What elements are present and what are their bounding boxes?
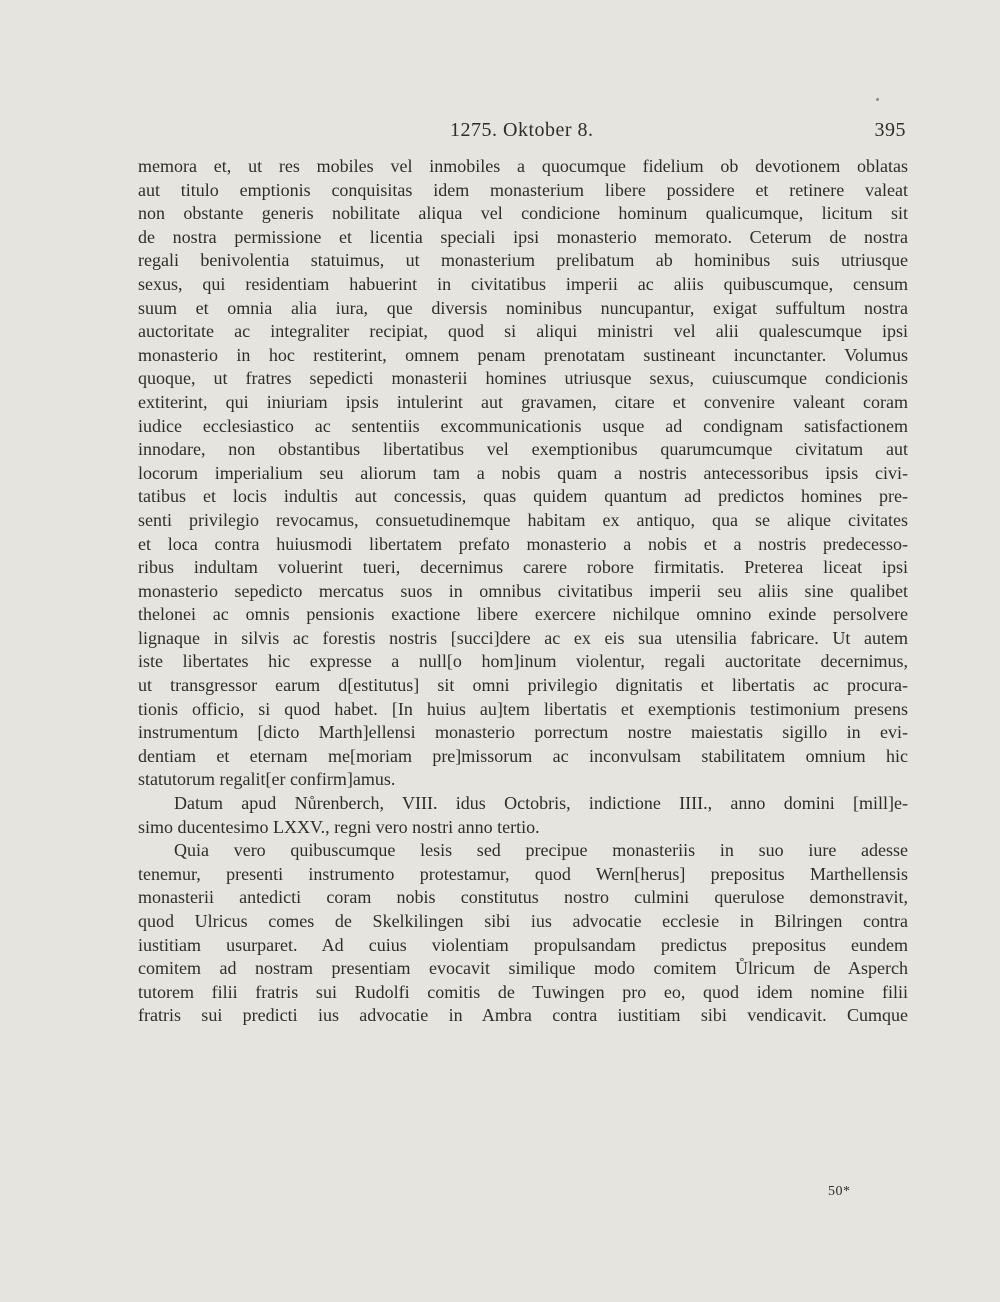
text-line: simo ducentesimo LXXV., regni vero nostri anno tertio. [138,816,540,837]
text-line: tutorem filii fratris sui Rudolfi comitis de Tuwingen pro eo, quod idem nomine filii [138,981,908,1002]
text-line: ut transgressor earum d[estitutus] sit omni privilegio dignitatis et libertatis ac procura- [138,675,908,696]
text-line: monasterio sepedicto mercatus suos in omnibus civitatibus imperii seu aliis sine qualibet [138,580,908,601]
text-line: monasterio in hoc restiterint, omnem penam prenotatam sustineant incunctanter. Volumus [138,344,908,365]
header-date: 1275. Oktober 8. [450,119,594,141]
text-line: auctoritate ac integraliter recipiat, quod si aliqui ministri vel alii qualescumque ipsi [138,321,908,342]
text-line: suum et omnia alia iura, que diversis nominibus nuncupantur, exigat suffultum nostra [138,297,908,318]
text-line: thelonei ac omnis pensionis exactione libere exercere nichilque omnino exinde persolvere [138,604,908,625]
text-line: lignaque in silvis ac forestis nostris [succi]dere ac ex eis sua utensilia fabricare. Ut autem [138,627,908,648]
text-line: quod Ulricus comes de Skelkilingen sibi ius advocatie ecclesie in Bilringen contra [138,911,908,931]
text-line: locorum imperialium seu aliorum tam a nobis quam a nostris antecessoribus ipsis civi- [138,462,908,483]
text-line: iustitiam usurparet. Ad cuius violentiam propulsandam predictus prepositus eundem [138,934,908,955]
text-line: ribus indultam voluerint tueri, decernimus carere robore firmitatis. Preterea liceat ipsi [138,557,908,578]
text-line: tatibus et locis indultis aut concessis, quas quidem quantum ad predictos homines pre- [138,486,908,507]
text-line: monasterii antedicti coram nobis constitutus nostro culmini querulose demonstravit, [138,887,908,908]
speck-mark [876,98,879,101]
text-line: Quia vero quibuscumque lesis sed precipue monasteriis in suo iure adesse [174,840,908,861]
text-line: de nostra permissione et licentia speciali ipsi monasterio memorato. Ceterum de nostra [138,226,908,247]
text-line: memora et, ut res mobiles vel inmobiles a quocumque fidelium ob devotionem oblatas [138,156,908,176]
text-line: dentiam et eternam me[moriam pre]missorum ac inconvulsam stabilitatem omnium hic [138,745,908,766]
page-number: 395 [874,119,906,141]
text-line: tenemur, presenti instrumento protestamur, quod Wern[herus] prepositus Marthellensis [138,863,908,884]
text-line: non obstante generis nobilitate aliqua vel condicione hominum qualicumque, licitum sit [138,203,908,224]
text-line: statutorum regalit[er confirm]amus. [138,769,396,790]
text-line: Datum apud Nůrenberch, VIII. idus Octobris, indictione IIII., anno domini [mill]e- [174,793,908,814]
text-line: iudice ecclesiastico ac sententiis excommunicationis usque ad condignam satisfactionem [138,415,908,436]
text-line: instrumentum [dicto Marth]ellensi monasterio porrectum nostre maiestatis sigillo in evi- [138,722,908,743]
text-line: fratris sui predicti ius advocatie in Ambra contra iustitiam sibi vendicavit. Cumque [138,1005,908,1026]
body-text [138,155,908,1028]
text-line: comitem ad nostram presentiam evocavit similique modo comitem Ůlricum de Asperch [138,958,908,979]
text-line: senti privilegio revocamus, consuetudinemque habitam ex antiquo, qua se alique civitates [138,509,908,530]
text-line: et loca contra huiusmodi libertatem prefato monasterio a nobis et a nostris predecesso- [138,533,908,554]
text-line: aut titulo emptionis conquisitas idem monasterium libere possidere et retinere valeat [138,179,908,200]
paragraph [138,839,908,1028]
text-line: quoque, ut fratres sepedicti monasterii homines utriusque sexus, cuiuscumque condicionis [138,368,908,389]
text-line: innodare, non obstantibus libertatibus vel exemptionibus quarumcumque civitatum aut [138,439,908,460]
page-header [138,119,908,143]
text-line: regali benivolentia statuimus, ut monasterium prelibatum ab hominibus suis utriusque [138,250,908,271]
text-line: tionis officio, si quod habet. [In huius au]tem libertatis et exemptionis testimonium presens [138,698,908,719]
signature-mark: 50* [828,1184,851,1199]
text-line: extiterint, qui iniuriam ipsis intulerint aut gravamen, citare et convenire valeant coram [138,391,908,412]
paragraph [138,155,908,792]
paragraph [138,792,908,839]
text-line: sexus, qui residentiam habuerint in civitatibus imperii ac aliis quibuscumque, censum [138,273,908,294]
text-line: iste libertates hic expresse a null[o hom]inum violentur, regali auctoritate decernimus, [138,651,908,672]
